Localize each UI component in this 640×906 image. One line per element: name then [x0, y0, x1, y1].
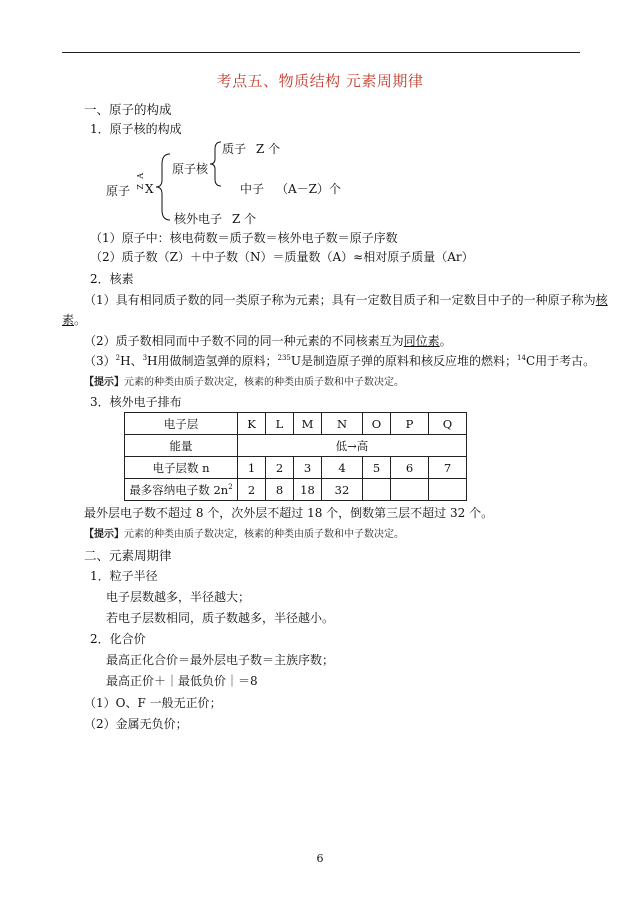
isotope-uses: $(3)^2H$、$^3$H用做制造氢弹的原料；$^{235}$U是制造原子弹的原料和核反应堆的燃料；$^{14}$C用于考古。 [84, 354, 596, 368]
outer-shell-rule: 最外层电子数不超过 8 个，次外层不超过 18 个，倒数第三层不超过 32 个。 [84, 506, 494, 520]
neutron-count: （A－Z）个 [276, 182, 342, 196]
term-nuclide-1: 核 [595, 293, 608, 307]
radius-rule-1: 电子层数越多，半径越大； [106, 590, 251, 604]
tip-2: 【提示】元素的种类由质子数决定，核素的种类由质子数和中子数决定。 [84, 529, 404, 540]
electron-count: Z 个 [232, 212, 257, 226]
electron-label: 核外电子 [174, 212, 223, 226]
outer-brace-icon [154, 152, 174, 222]
electron-shell-table [124, 412, 467, 501]
neutron-label: 中子 [240, 182, 265, 196]
subheading-valence: 2．化合价 [90, 632, 146, 646]
nucleus-label: 原子核 [172, 162, 209, 176]
table-row: 能量 低→高 [125, 435, 467, 457]
subheading-electron-configuration: 3．核外电子排布 [90, 395, 182, 409]
subheading-nuclide: 2．核素 [90, 272, 134, 286]
term-nuclide-2: 素 [62, 313, 75, 327]
term-isotope: 同位素 [403, 334, 440, 348]
page-title: 考点五、物质结构 元素周期律 [216, 72, 424, 90]
section-heading-periodic-law: 二、元素周期律 [84, 548, 172, 563]
atomic-number-label: Z [136, 184, 145, 190]
table-row: 最多容纳电子数 $2n^2$ 2 8 18 32 [125, 479, 467, 501]
proton-label: 质子 [222, 142, 247, 156]
nuclide-definition-cont: 素。 [62, 313, 87, 327]
proton-count: Z 个 [256, 142, 281, 156]
table-row: 电子层 K L M N O P Q [125, 413, 467, 435]
tip-1: 【提示】元素的种类由质子数决定，核素的种类由质子数和中子数决定。 [84, 377, 404, 388]
subheading-radius: 1．粒子半径 [90, 569, 158, 583]
element-symbol: X [145, 182, 154, 196]
isotope-definition: （2）质子数相同而中子数不同的同一种元素的不同核素互为同位素。 [84, 334, 452, 348]
relation-1: （1）原子中：核电荷数＝质子数＝核外电子数＝原子序数 [90, 231, 398, 245]
table-row: 电子层数 n 1 2 3 4 5 6 7 [125, 457, 467, 479]
mass-number-label: A [136, 173, 145, 179]
valence-note-2: （2）金属无负价； [84, 717, 188, 731]
valence-rule-2: 最高正价＋｜最低负价｜＝8 [106, 674, 258, 688]
valence-note-1: （1）O、F 一般无正价； [84, 696, 222, 710]
section-heading-atom: 一、原子的构成 [84, 102, 172, 117]
subheading-nucleus: 1．原子核的构成 [90, 122, 182, 136]
relation-2: （2）质子数（Z）＋中子数（N）＝质量数（A）≈相对原子质量（Ar） [90, 250, 474, 264]
valence-rule-1: 最高正化合价＝最外层电子数＝主族序数； [106, 653, 335, 667]
header-rule [62, 52, 580, 53]
nuclide-definition: （1）具有相同质子数的同一类原子称为元素；具有一定数目质子和一定数目中子的一种原子称为核 [84, 293, 608, 307]
page-number: 6 [316, 852, 324, 865]
atom-label: 原子 [106, 184, 131, 198]
radius-rule-2: 若电子层数相同，质子数越多，半径越小。 [106, 611, 335, 625]
